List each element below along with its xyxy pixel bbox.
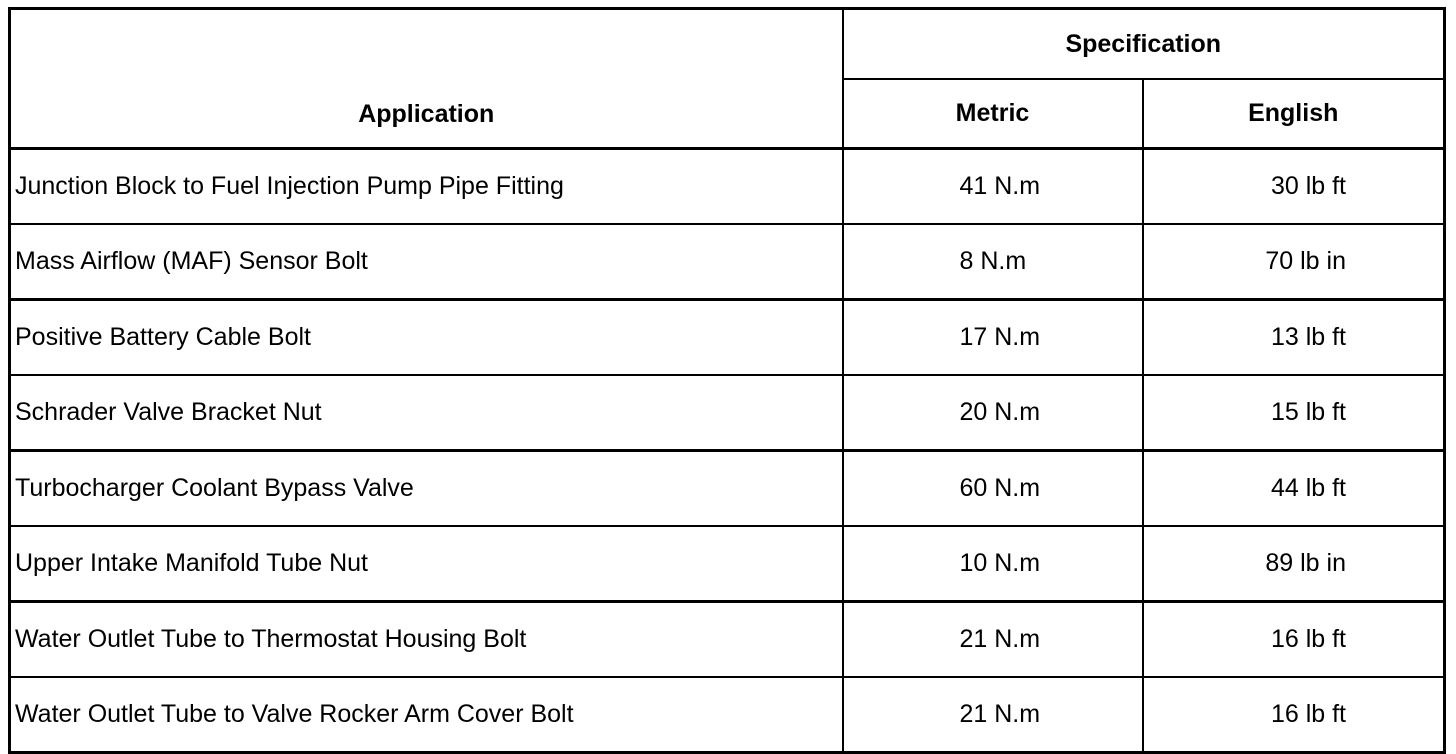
specification-column-header: Specification [843, 9, 1445, 80]
application-cell: Positive Battery Cable Bolt [10, 300, 843, 376]
application-cell: Mass Airflow (MAF) Sensor Bolt [10, 224, 843, 300]
metric-cell: 21 N.m [843, 602, 1143, 678]
application-column-header: Application [10, 9, 843, 149]
metric-cell: 21 N.m [843, 677, 1143, 753]
english-cell: 30 lb ft [1143, 149, 1445, 225]
table-row [10, 677, 1445, 753]
table-row [10, 149, 1445, 225]
table-row [10, 375, 1445, 451]
application-cell: Junction Block to Fuel Injection Pump Pipe Fitting [10, 149, 843, 225]
application-cell: Water Outlet Tube to Thermostat Housing Bolt [10, 602, 843, 678]
table-body [10, 149, 1445, 753]
english-cell: 13 lb ft [1143, 300, 1445, 376]
english-cell: 70 lb in [1143, 224, 1445, 300]
english-cell: 44 lb ft [1143, 451, 1445, 527]
metric-cell: 41 N.m [843, 149, 1143, 225]
english-column-header: English [1143, 79, 1445, 149]
application-cell: Upper Intake Manifold Tube Nut [10, 526, 843, 602]
application-cell: Turbocharger Coolant Bypass Valve [10, 451, 843, 527]
metric-cell: 20 N.m [843, 375, 1143, 451]
table-row [10, 526, 1445, 602]
table-row [10, 451, 1445, 527]
english-cell: 15 lb ft [1143, 375, 1445, 451]
english-cell: 16 lb ft [1143, 677, 1445, 753]
application-cell: Water Outlet Tube to Valve Rocker Arm Cover Bolt [10, 677, 843, 753]
metric-cell: 60 N.m [843, 451, 1143, 527]
english-cell: 89 lb in [1143, 526, 1445, 602]
english-cell: 16 lb ft [1143, 602, 1445, 678]
header-row-top [10, 9, 1445, 80]
application-cell: Schrader Valve Bracket Nut [10, 375, 843, 451]
table-row [10, 602, 1445, 678]
metric-cell: 10 N.m [843, 526, 1143, 602]
table-row [10, 300, 1445, 376]
metric-cell: 17 N.m [843, 300, 1143, 376]
table-header [10, 9, 1445, 149]
metric-column-header: Metric [843, 79, 1143, 149]
torque-specification-table [8, 7, 1446, 754]
table-row [10, 224, 1445, 300]
metric-cell: 8 N.m [843, 224, 1143, 300]
